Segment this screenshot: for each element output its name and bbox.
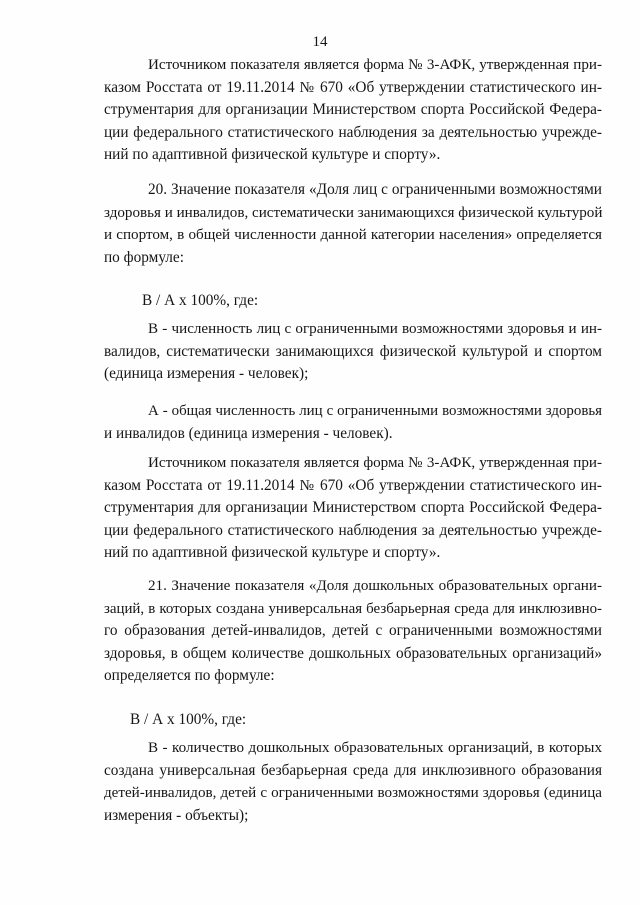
text-line: создана универсальная безбарьерная среда для инклюзивного образования — [104, 761, 602, 779]
paragraph-indicator-20 — [104, 179, 602, 269]
paragraph-source-1 — [104, 54, 602, 167]
paragraph-indicator-21 — [104, 575, 602, 688]
text-line: ний по адаптивной физической культуре и спорту». — [104, 146, 441, 164]
text-line: валидов, систематически занимающихся физической культурой и спортом — [104, 342, 602, 360]
text-line: струментария для организации Министерством спорта Российской Федера- — [104, 499, 602, 517]
paragraph-source-2 — [104, 452, 602, 565]
text-line: и спортом, в общей численности данной категории населения» определяется — [104, 227, 602, 244]
text-line: казом Росстата от 19.11.2014 № 670 «Об утверждении статистического ин- — [104, 78, 602, 96]
text-line: здоровья и инвалидов, систематически занимающихся физической культурой — [104, 204, 603, 221]
text-line: Источником показателя является форма № 3-АФК, утвержденная при- — [148, 455, 602, 471]
text-line: по формуле: — [104, 248, 184, 266]
text-line: 21. Значение показателя «Доля дошкольных образовательных органи- — [148, 578, 602, 594]
text-line: А - общая численность лиц с ограниченными возможностями здоровья — [148, 403, 602, 419]
page-number: 14 — [312, 34, 328, 50]
text-line: 20. Значение показателя «Доля лиц с ограниченными возможностями — [148, 181, 602, 198]
text-line: здоровья, в общем количестве дошкольных образовательных организаций» — [104, 644, 602, 662]
text-line: ний по адаптивной физической культуре и спорту». — [104, 544, 441, 562]
text-line: го образования детей-инвалидов, детей с ограниченными возможностями — [104, 622, 602, 640]
formula-2: В / А х 100%, где: — [130, 711, 247, 728]
text-line: заций, в которых создана универсальная безбарьерная среда для инклюзивно- — [104, 600, 602, 617]
text-line: и инвалидов (единица измерения - человек). — [104, 424, 393, 442]
text-line: (единица измерения - человек); — [104, 365, 309, 383]
text-line: струментария для организации Министерством спорта Российской Федера- — [104, 101, 602, 119]
text-line: измерения - объекты); — [104, 806, 249, 824]
text-line: ции федерального статистического наблюдения за деятельностью учрежде- — [104, 123, 602, 141]
text-line: определяется по формуле: — [104, 667, 275, 685]
paragraph-definition-b-2 — [104, 737, 602, 827]
text-line: Источником показателя является форма № 3-АФК, утвержденная при- — [148, 57, 602, 73]
formula-1: В / А х 100%, где: — [142, 292, 259, 309]
paragraph-definition-b-1 — [104, 318, 602, 386]
text-line: казом Росстата от 19.11.2014 № 670 «Об утверждении статистического ин- — [104, 476, 602, 494]
text-line: ции федерального статистического наблюдения за деятельностью учрежде- — [104, 521, 602, 539]
text-line: детей-инвалидов, детей с ограниченными возможностями здоровья (единица — [104, 785, 602, 802]
text-line: В - количество дошкольных образовательных организаций, в которых — [148, 740, 602, 756]
paragraph-definition-a-1 — [104, 400, 602, 445]
text-line: В - численность лиц с ограниченными возможностями здоровья и ин- — [148, 321, 602, 337]
